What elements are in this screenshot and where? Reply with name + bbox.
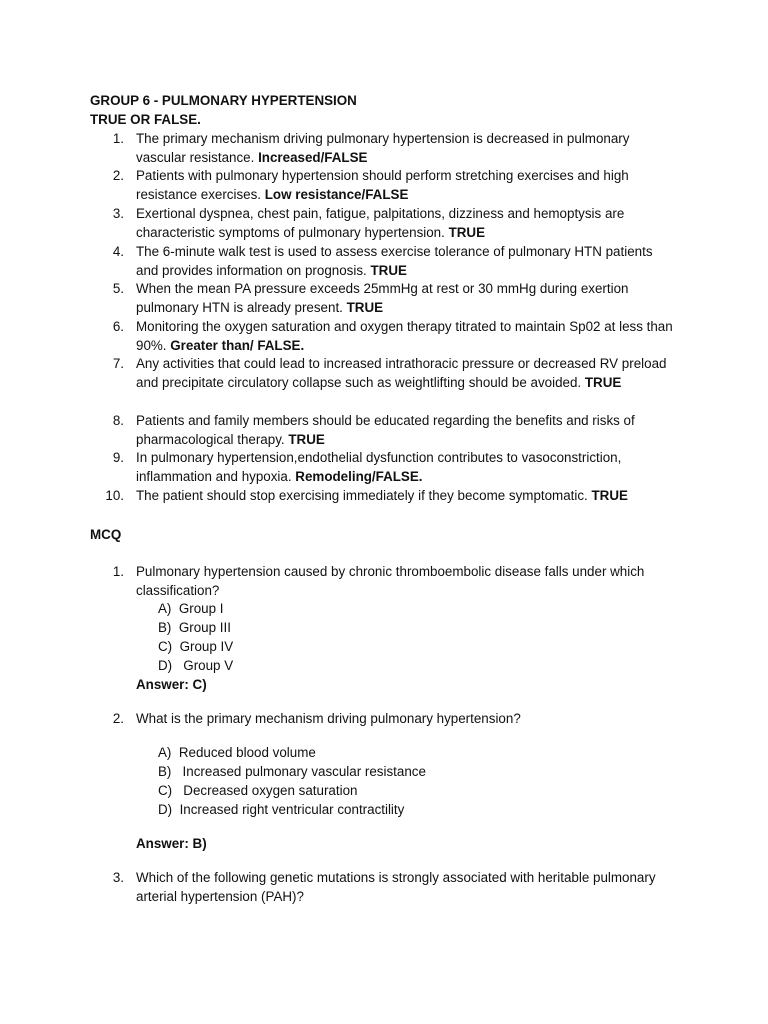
item-number: 10. (105, 488, 124, 503)
item-answer: TRUE (288, 431, 325, 447)
option-b: B) Group III (158, 620, 231, 635)
item-number: 8. (112, 413, 124, 428)
question-text: Which of the following genetic mutations is strongly associated with heritable pulmonary arterial hypertension (PAH)? (136, 870, 656, 904)
answer-label: Answer: C) (136, 677, 207, 692)
item-number: 1. (112, 131, 124, 146)
option-b: B) Increased pulmonary vascular resistance (158, 764, 426, 779)
item-answer: Greater than/ FALSE. (170, 337, 305, 353)
item-number: 9. (112, 450, 124, 465)
item-number: 2. (112, 168, 124, 183)
answer-label: Answer: B) (136, 836, 207, 851)
item-text: The primary mechanism driving pulmonary hypertension is decreased in pulmonary vascular resistance. Increased/FALSE (136, 131, 630, 165)
item-answer: Low resistance/FALSE (264, 186, 409, 202)
question-number: 1. (112, 564, 124, 579)
item-text: In pulmonary hypertension,endothelial dysfunction contributes to vasoconstriction, inflammation and hypoxia. Remodeling/FALSE. (136, 450, 622, 484)
item-answer: Remodeling/FALSE. (295, 468, 423, 484)
option-c: C) Decreased oxygen saturation (158, 783, 358, 798)
item-text: Any activities that could lead to increased intrathoracic pressure or decreased RV preload and precipitate circulatory collapse such as weightlifting should be avoided. TRUE (136, 356, 667, 390)
item-number: 7. (112, 356, 124, 371)
item-number: 4. (112, 244, 124, 259)
item-text: When the mean PA pressure exceeds 25mmHg at rest or 30 mmHg during exertion pulmonary HTN is already present. TRUE (136, 281, 629, 315)
option-a: A) Reduced blood volume (158, 745, 316, 760)
option-d: D) Increased right ventricular contractility (158, 802, 405, 817)
item-text: Patients with pulmonary hypertension should perform stretching exercises and high resistance exercises. Low resistance/FALSE (136, 168, 629, 202)
item-number: 3. (112, 206, 124, 221)
item-text: The patient should stop exercising immediately if they become symptomatic. TRUE (136, 488, 628, 503)
item-number: 6. (112, 319, 124, 334)
item-answer: TRUE (370, 262, 407, 278)
item-answer: TRUE (584, 374, 622, 390)
item-text: Patients and family members should be educated regarding the benefits and risks of pharmacological therapy. TRUE (136, 413, 635, 447)
item-text: Exertional dyspnea, chest pain, fatigue, palpitations, dizziness and hemoptysis are characteristic symptoms of pulmonary hypertension. TRUE (136, 206, 625, 240)
item-number: 5. (112, 281, 124, 296)
option-d: D) Group V (158, 658, 234, 673)
question-number: 2. (112, 711, 124, 726)
item-answer: TRUE (346, 299, 384, 315)
question-text: What is the primary mechanism driving pulmonary hypertension? (136, 711, 521, 726)
option-c: C) Group IV (158, 639, 234, 654)
item-text: The 6-minute walk test is used to assess exercise tolerance of pulmonary HTN patients and provides information on prognosis. TRUE (136, 244, 653, 278)
item-answer: Increased/FALSE (258, 149, 368, 165)
item-text: Monitoring the oxygen saturation and oxygen therapy titrated to maintain Sp02 at less than 90%. Greater than/ FALSE. (136, 319, 673, 353)
item-answer: TRUE (448, 224, 486, 240)
mcq-heading: MCQ (90, 527, 122, 542)
question-number: 3. (112, 870, 124, 885)
true-false-heading: TRUE OR FALSE. (90, 112, 201, 127)
question-text: Pulmonary hypertension caused by chronic thromboembolic disease falls under which classification? (136, 564, 645, 598)
option-a: A) Group I (158, 601, 224, 616)
item-answer: TRUE (591, 488, 628, 503)
document-title: GROUP 6 - PULMONARY HYPERTENSION (90, 93, 357, 108)
